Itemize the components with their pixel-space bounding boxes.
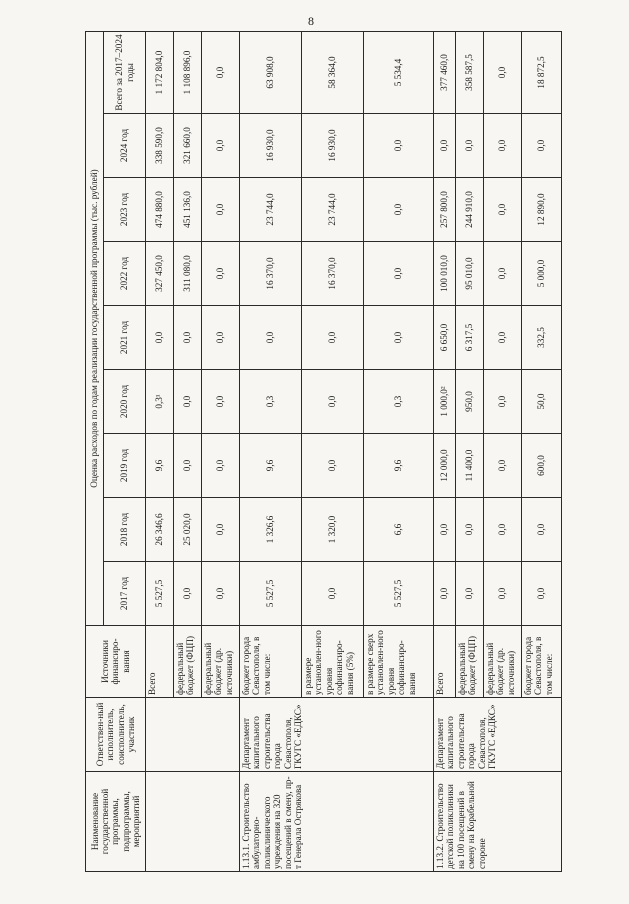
cell-value: 0,0 [174, 306, 202, 370]
cell-value: 5 534,4 [364, 31, 434, 113]
cell-value: 5 000,0 [522, 242, 562, 306]
cell-value: 1 108 896,0 [174, 31, 202, 113]
cell-value: 5 527,5 [364, 562, 434, 626]
cell-value: 0,0 [240, 306, 302, 370]
row-responsible [146, 698, 240, 772]
cell-value: 12 000,0 [434, 434, 456, 498]
cell-value: 244 910,0 [456, 178, 484, 242]
cell-value: 1 172 804,0 [146, 31, 174, 113]
cell-value: 16 930,0 [302, 114, 364, 178]
header-year: 2020 год [104, 370, 146, 434]
cell-value: 0,0 [484, 370, 522, 434]
row-name: 1.13.1. Строительство амбулаторно-поликлинического учреждения на 320 посещений в смену, пр-т Генерала Острякова [240, 772, 434, 872]
cell-value: 0,0 [302, 370, 364, 434]
cell-value: 9,6 [364, 434, 434, 498]
header-year: 2019 год [104, 434, 146, 498]
cell-value: 327 450,0 [146, 242, 174, 306]
cell-value: 0,0 [202, 370, 240, 434]
cell-value: 0,0 [484, 242, 522, 306]
cell-value: 257 800,0 [434, 178, 456, 242]
header-responsible: Ответствен-ный исполнитель, соисполнитель, участник [86, 698, 146, 772]
cell-value: 0,0 [174, 370, 202, 434]
page-number: 8 [308, 14, 314, 28]
cell-value: 0,0 [174, 434, 202, 498]
cell-value: 1 320,0 [302, 498, 364, 562]
row-source: в размере сверх установлен-ного уровня софинансиро-вания [364, 626, 434, 698]
header-source: Источники финансиро-вания [86, 626, 146, 698]
row-source: бюджет города Севастополя, в том числе: [240, 626, 302, 698]
cell-value: 11 400,0 [456, 434, 484, 498]
cell-value: 0,0 [202, 242, 240, 306]
cell-value: 0,0 [202, 562, 240, 626]
cell-value: 0,0 [484, 178, 522, 242]
cell-value: 358 587,5 [456, 31, 484, 113]
cell-value: 63 908,0 [240, 31, 302, 113]
cell-value: 0,0 [202, 178, 240, 242]
cell-value: 0,0 [364, 178, 434, 242]
cell-value: 25 020,0 [174, 498, 202, 562]
header-year: 2022 год [104, 242, 146, 306]
cell-value: 0,0 [434, 498, 456, 562]
table-row [434, 31, 456, 871]
cell-value: 26 346,6 [146, 498, 174, 562]
cell-value: 0,0 [302, 434, 364, 498]
row-source: федеральный бюджет (др. источники) [484, 626, 522, 698]
cell-value: 0,0 [484, 306, 522, 370]
rotated-table-container [85, 32, 605, 872]
cell-value: 16 930,0 [240, 114, 302, 178]
row-source: Всего [146, 626, 174, 698]
table-row [146, 31, 174, 871]
cell-value: 50,0 [522, 370, 562, 434]
cell-value: 5 527,5 [146, 562, 174, 626]
cell-value: 338 590,0 [146, 114, 174, 178]
cell-value: 16 370,0 [240, 242, 302, 306]
cell-value: 0,0 [522, 498, 562, 562]
cell-value: 0,0 [434, 114, 456, 178]
row-source: бюджет города Севастополя, в том числе: [522, 626, 562, 698]
cell-value: 6,6 [364, 498, 434, 562]
row-source: Всего [434, 626, 456, 698]
cell-value: 0,0 [484, 114, 522, 178]
cell-value: 18 872,5 [522, 31, 562, 113]
cell-value: 0,0 [484, 562, 522, 626]
cell-value: 0,0 [522, 114, 562, 178]
cell-value: 0,0 [364, 306, 434, 370]
cell-value: 1 000,0² [434, 370, 456, 434]
cell-value: 23 744,0 [240, 178, 302, 242]
header-total: Всего за 2017–2024 годы [104, 31, 146, 113]
cell-value: 0,0 [484, 31, 522, 113]
cell-value: 95 010,0 [456, 242, 484, 306]
cell-value: 474 880,0 [146, 178, 174, 242]
cell-value: 0,0 [302, 562, 364, 626]
cell-value: 0,3 [364, 370, 434, 434]
cell-value: 1 326,6 [240, 498, 302, 562]
cell-value: 451 136,0 [174, 178, 202, 242]
cell-value: 0,0 [434, 562, 456, 626]
cell-value: 0,0 [484, 498, 522, 562]
header-year: 2023 год [104, 178, 146, 242]
cell-value: 12 890,0 [522, 178, 562, 242]
cell-value: 0,0 [202, 434, 240, 498]
cell-value: 6 650,0 [434, 306, 456, 370]
cell-value: 0,0 [202, 306, 240, 370]
cell-value: 332,5 [522, 306, 562, 370]
cell-value: 100 010,0 [434, 242, 456, 306]
cell-value: 0,0 [202, 31, 240, 113]
cell-value: 600,0 [522, 434, 562, 498]
row-name: 1.13.2. Строительство детской поликлиники на 100 посещений в смену на Корабельной стороне [434, 772, 562, 872]
cell-value: 0,0 [456, 114, 484, 178]
cell-value: 0,0 [364, 242, 434, 306]
header-year: 2024 год [104, 114, 146, 178]
cell-value: 16 370,0 [302, 242, 364, 306]
row-responsible: Департамент капитального строительства города Севастополя, ГКУГС «ЕДКС» [240, 698, 434, 772]
cell-value: 321 660,0 [174, 114, 202, 178]
cell-value: 9,6 [146, 434, 174, 498]
cell-value: 23 744,0 [302, 178, 364, 242]
cell-value: 377 460,0 [434, 31, 456, 113]
header-name: Наименование государственной программы, подпрограммы, мероприятий [86, 772, 146, 872]
header-year: 2021 год [104, 306, 146, 370]
cell-value: 0,0 [146, 306, 174, 370]
cell-value: 0,0 [202, 114, 240, 178]
cell-value: 0,0 [202, 498, 240, 562]
cell-value: 0,0 [302, 306, 364, 370]
table-row [240, 31, 302, 871]
cell-value: 5 527,5 [240, 562, 302, 626]
row-source: в размере установлен-ного уровня софинансиро-вания (5%) [302, 626, 364, 698]
cell-value: 6 317,5 [456, 306, 484, 370]
cell-value: 0,0 [456, 498, 484, 562]
cell-value: 0,0 [456, 562, 484, 626]
cell-value: 9,6 [240, 434, 302, 498]
header-year: 2017 год [104, 562, 146, 626]
cell-value: 0,0 [484, 434, 522, 498]
row-source: федеральный бюджет (ФЦП) [456, 626, 484, 698]
cell-value: 311 080,0 [174, 242, 202, 306]
cell-value: 58 364,0 [302, 31, 364, 113]
header-year: 2018 год [104, 498, 146, 562]
cell-value: 0,0 [364, 114, 434, 178]
row-responsible: Департамент капитального строительства города Севастополя, ГКУГС «ЕДКС» [434, 698, 562, 772]
cell-value: 0,0 [174, 562, 202, 626]
budget-table [85, 31, 562, 872]
cell-value: 950,0 [456, 370, 484, 434]
row-source: федеральный бюджет (др. источники) [202, 626, 240, 698]
header-group: Оценка расходов по годам реализации государственной программы (тыс. рублей) [86, 31, 104, 625]
row-source: федеральный бюджет (ФЦП) [174, 626, 202, 698]
cell-value: 0,0 [522, 562, 562, 626]
cell-value: 0,3 [240, 370, 302, 434]
row-name [146, 772, 240, 872]
cell-value: 0,3¹ [146, 370, 174, 434]
